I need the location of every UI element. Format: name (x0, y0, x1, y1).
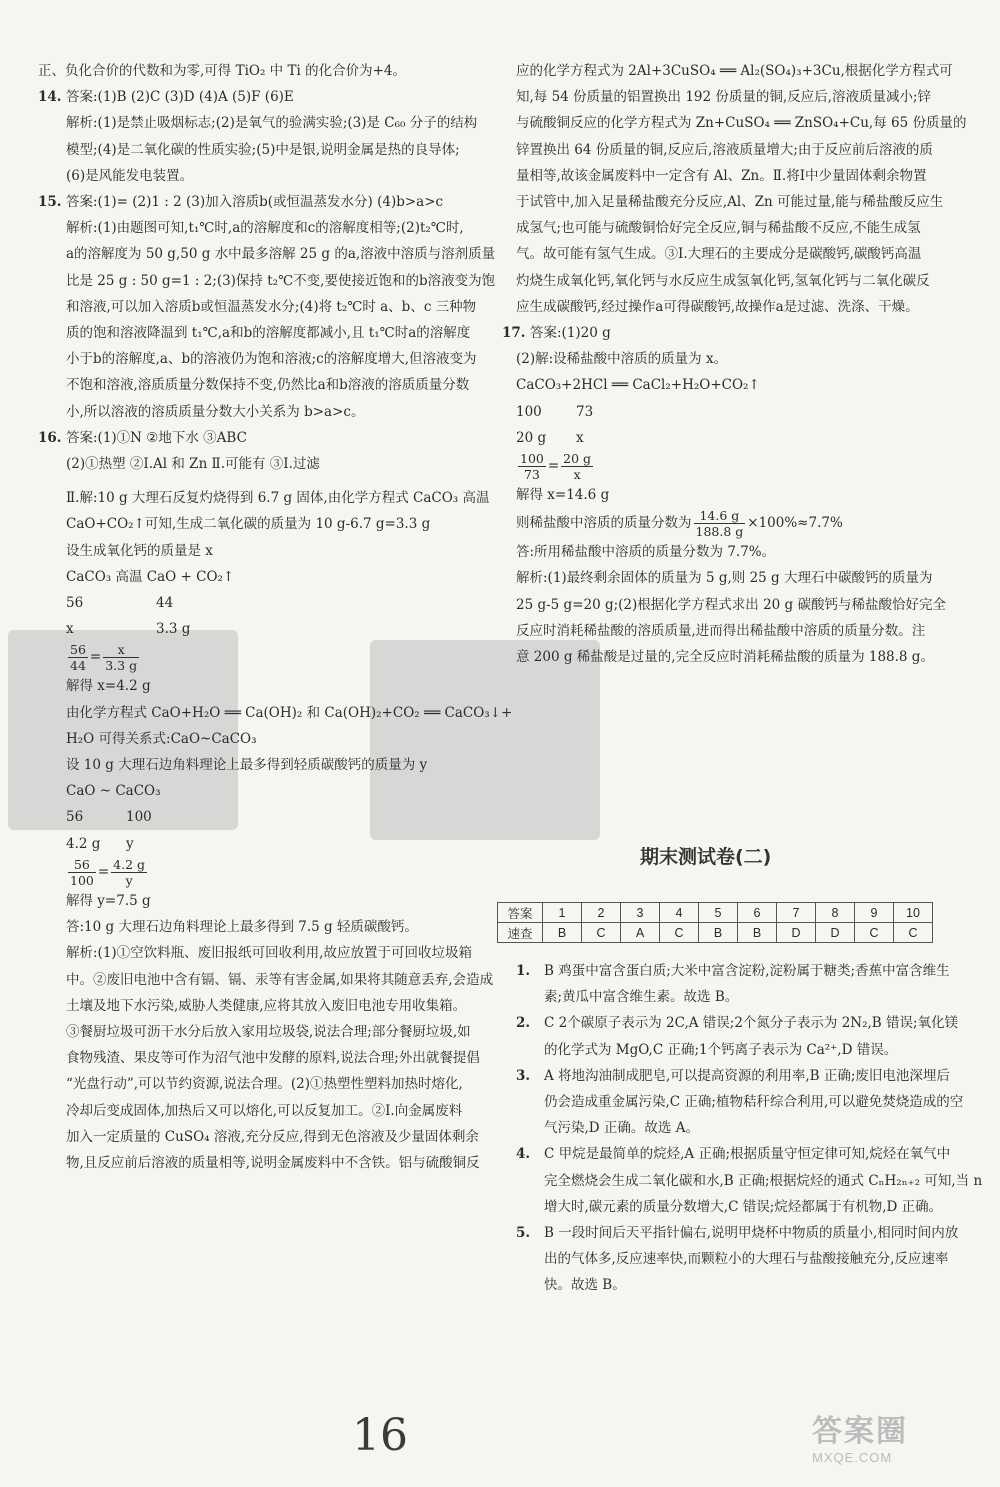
text-line: 解析:(1)是禁止吸烟标志;(2)是氧气的验满实验;(3)是 C₆₀ 分子的结构 (66, 115, 478, 132)
text-line: 25 g-5 g=20 g;(2)根据化学方程式求出 20 g 碳酸钙与稀盐酸恰好完全 (516, 596, 946, 613)
text-line: 小于b的溶解度,a、b的溶液仍为饱和溶液;c的溶解度增大,但溶液变为 (66, 351, 477, 368)
text-line: 答案:(1)20 g (530, 325, 611, 342)
text-line: 食物残渣、果皮等可作为沼气池中发酵的原料,说法合理;外出就餐提倡 (66, 1050, 480, 1067)
text-line: 答:10 g 大理石边角料理论上最多得到 7.5 g 轻质碳酸钙。 (66, 919, 418, 936)
text-line: 反应时消耗稀盐酸的溶质质量,进而得出稀盐酸中溶质的质量分数。注 (516, 622, 926, 639)
watermark-logo: 答案圈 MXQE.COM (812, 1415, 908, 1465)
proportion: $\frac{100}{73}$ = $\frac{20 g}{x}$ (520, 451, 592, 483)
text-line: 解得 x=4.2 g (66, 678, 151, 695)
proportion: $\frac{56}{100}$ = $\frac{4.2 g}{y}$ (70, 856, 146, 888)
text-line: 意 200 g 稀盐酸是过量的,完全反应时消耗稀盐酸的质量为 188.8 g。 (516, 649, 934, 666)
text-line: 答案:(1)= (2)1 : 2 (3)加入溶质b(或恒温蒸发水分) (4)b>a>c (66, 194, 444, 211)
text-line: 解得 x=14.6 g (516, 487, 610, 504)
text-line: (2)解:设稀盐酸中溶质的质量为 x。 (516, 351, 728, 368)
text-line: 答:所用稀盐酸中溶质的质量分数为 7.7%。 (516, 544, 776, 561)
explanations: 1. B 鸡蛋中富含蛋白质;大米中富含淀粉,淀粉属于糖类;香蕉中富含维生 素;黄瓜中富含维生素。故选 B。 2. C 2个碳原子表示为 2C,A 错误;2个氮分子表示为 2N₂,B 错误;氧化镁 的化学式为 MgO,C 正确;1个钙离子表示为 Ca²⁺,D 错误。 3. A 将地沟油制成肥皂,可以提高资源的利用率,B 正确;废旧电池深埋后 仍会造成重金属污染,C 正确;植物秸秆综合利用,可以避免焚烧造成的空 气污染,D 正确。故选 A。 4. C 甲烷是最简单的烷烃,A 正确;根据质量守恒定律可知,烷烃在氧气中 完全燃烧会生成二氧化碳和水,B 正确;根据烷烃的通式 CₙH₂ₙ₊₂ 可知,当 n 增大时,碳元素的质量分数增大,C 错误;烷烃都属于有机物,D 正确。 5. B 一段时间后天平指针偏右,说明甲烧杯中物质的质量小,相同时间内放 出的气体多,反应速率快,而颗粒小的大理石与盐酸接触充分,反应速率 快。故选 B。 (516, 963, 983, 1294)
text-line: 解析:(1)最终剩余固体的质量为 5 g,则 25 g 大理石中碳酸钙的质量为 (516, 570, 933, 587)
text-line: 中。②废旧电池中含有镉、镉、汞等有害金属,如果将其随意丢弃,会造成 (66, 971, 494, 988)
right-column: 应的化学方程式为 2Al+3CuSO₄ ══ Al₂(SO₄)₃+3Cu,根据化学方程式可 知,每 54 份质量的铝置换出 192 份质量的铜,反应后,溶液质量减小;锌 与硫酸铜反应的化学方程式为 Zn+CuSO₄ ══ ZnSO₄+Cu,每 65 份质量的 锌置换出 64 份质量的铜,反应后,溶液质量增大;由于反应前后溶液的质 量相等,故该金属废料中一定含有 Al、Zn。Ⅱ.将Ⅰ中少量固体剩余物置 于试管中,加入足量稀盐酸充分反应,Al、Zn 可能过量,能与稀盐酸反应生 成氢气;也可能与硫酸铜恰好完全反应,铜与稀盐酸不反应,不能生成氢 气。故可能有氢气生成。③Ⅰ.大理石的主要成分是碳酸钙,碳酸钙高温 灼烧生成氧化钙,氧化钙与水反应生成氢氧化钙,氢氧化钙与二氧化碳反 应生成碳酸钙,经过操作a可得碳酸钙,故操作a是过滤、洗涤、干燥。 17. 答案:(1)20 g (2)解:设稀盐酸中溶质的质量为 x。 CaCO₃+2HCl ══ CaCl₂+H₂O+CO₂↑ 100 73 20 g x $\frac{100}{73}$ = $\frac{20 g}{x}$ 解得 x=14.6 g 则稀盐酸中溶质的质量分数为 $\frac{14.6 g}{188.8 g}$ ×100%≈7.7% 答:所用稀盐酸中溶质的质量分数为 7.7%。 解析:(1)最终剩余固体的质量为 5 g,则 25 g 大理石中碳酸钙的质量为 25 g-5 g=20 g;(2)根据化学方程式求出 20 g 碳酸钙与稀盐酸恰好完全 反应时消耗稀盐酸的溶质质量,进而得出稀盐酸中溶质的质量分数。注 意 200 g 稀盐酸是过量的,完全反应时消耗稀盐酸的质量为 188.8 g。 (516, 58, 956, 670)
text-line: 模型;(4)是二氧化碳的性质实验;(5)中是银,说明金属是热的良导体; (66, 141, 460, 158)
text-line: 成氢气;也可能与硫酸铜恰好完全反应,铜与稀盐酸不反应,不能生成氢 (516, 220, 921, 237)
text-line: 质的饱和溶液降温到 t₁℃,a和b的溶解度都减小,且 t₁℃时a的溶解度 (66, 325, 471, 342)
text-line: 比是 25 g : 50 g=1 : 2;(3)保持 t₂℃不变,要使接近饱和的b溶液变为饱 (66, 272, 496, 289)
question-number: 17. (502, 325, 526, 342)
text-line: 解析:(1)由题图可知,t₁℃时,a的溶解度和c的溶解度相等;(2)t₂℃时, (66, 220, 464, 237)
equation: CaCO₃+2HCl ══ CaCl₂+H₂O+CO₂↑ (516, 377, 760, 394)
text-line: 解析:(1)①空饮料瓶、废旧报纸可回收利用,故应放置于可回收垃圾箱 (66, 945, 472, 962)
text-line: 灼烧生成氧化钙,氧化钙与水反应生成氢氧化钙,氢氧化钙与二氧化碳反 (516, 272, 930, 289)
text-line: 正、负化合价的代数和为零,可得 TiO₂ 中 Ti 的化合价为+4。 (38, 63, 406, 79)
text-line: 锌置换出 64 份质量的铜,反应后,溶液质量增大;由于反应前后溶液的质 (516, 141, 933, 158)
text-line: (2)①热塑 ②Ⅰ.Al 和 Zn Ⅱ.可能有 ③Ⅰ.过滤 (66, 456, 320, 473)
text-line: Ⅱ.解:10 g 大理石反复灼烧得到 6.7 g 固体,由化学方程式 CaCO₃ 高温 (66, 490, 490, 507)
text-line: 冷却后变成固体,加热后又可以熔化,可以反复加工。②Ⅰ.向金属废料 (66, 1102, 463, 1119)
text-line: “光盘行动”,可以节约资源,说法合理。(2)①热塑性塑料加热时熔化, (66, 1076, 463, 1093)
text-line: 知,每 54 份质量的铝置换出 192 份质量的铜,反应后,溶液质量减小;锌 (516, 89, 932, 106)
text-line: CaO ~ CaCO₃ (66, 783, 161, 800)
text-line: 由化学方程式 CaO+H₂O ══ Ca(OH)₂ 和 Ca(OH)₂+CO₂ ══ CaCO₃↓+ (66, 704, 513, 721)
text-line: 应生成碳酸钙,经过操作a可得碳酸钙,故操作a是过滤、洗涤、干燥。 (516, 298, 919, 315)
text-line: 物,且反应前后溶液的质量相等,说明金属废料中不含铁。铝与硫酸铜反 (66, 1154, 480, 1171)
text-line: (6)是风能发电装置。 (66, 167, 194, 184)
answer-table: 答案 1 2 3 4 5 6 7 8 9 10 速查 B C A C B B D D C C (497, 902, 933, 943)
text-line: 答案:(1)B (2)C (3)D (4)A (5)F (6)E (66, 89, 294, 106)
page-number: 16 (352, 1410, 408, 1461)
text-line: 答案:(1)①N ②地下水 ③ABC (66, 429, 247, 446)
text-line: 应的化学方程式为 2Al+3CuSO₄ ══ Al₂(SO₄)₃+3Cu,根据化学方程式可 (516, 63, 953, 79)
section-title: 期末测试卷(二) (640, 846, 772, 868)
text-line: 土壤及地下水污染,威胁人类健康,应将其放入废旧电池专用收集箱。 (66, 997, 467, 1014)
text-line: 量相等,故该金属废料中一定含有 Al、Zn。Ⅱ.将Ⅰ中少量固体剩余物置 (516, 167, 927, 184)
text-line: 设生成氧化钙的质量是 x (66, 542, 213, 559)
text-line: CaO+CO₂↑可知,生成二氧化碳的质量为 10 g-6.7 g=3.3 g (66, 516, 431, 533)
text-line: 和溶液,可以加入溶质b或恒温蒸发水分;(4)将 t₂℃时 a、b、c 三种物 (66, 298, 477, 315)
text-line: 不饱和溶液,溶质质量分数保持不变,仍然比a和b溶液的溶质质量分数 (66, 377, 470, 394)
text-line: 设 10 g 大理石边角料理论上最多得到轻质碳酸钙的质量为 y (66, 757, 428, 774)
text-line: 加入一定质量的 CuSO₄ 溶液,充分反应,得到无色溶液及少量固体剩余 (66, 1128, 479, 1145)
text-line: H₂O 可得关系式:CaO~CaCO₃ (66, 730, 257, 747)
proportion: $\frac{56}{44}$ = $\frac{x}{3.3 g}$ (70, 642, 138, 674)
text-line: 小,所以溶液的溶质质量分数大小关系为 b>a>c。 (66, 403, 365, 420)
text-line: ③餐厨垃圾可沥干水分后放入家用垃圾袋,说法合理;部分餐厨垃圾,如 (66, 1023, 471, 1040)
question-number: 15. (38, 194, 62, 211)
text-line: 于试管中,加入足量稀盐酸充分反应,Al、Zn 可能过量,能与稀盐酸反应生 (516, 194, 944, 211)
text-line: 则稀盐酸中溶质的质量分数为 $\frac{14.6 g}{188.8 g}$ ×100%≈7.7% (516, 508, 843, 540)
question-number: 16. (38, 429, 62, 446)
text-line: 解得 y=7.5 g (66, 892, 151, 909)
text-line: a的溶解度为 50 g,50 g 水中最多溶解 25 g 的a,溶液中溶质与溶剂质量 (66, 246, 496, 263)
question-number: 14. (38, 89, 62, 106)
text-line: 与硫酸铜反应的化学方程式为 Zn+CuSO₄ ══ ZnSO₄+Cu,每 65 份质量的 (516, 115, 967, 132)
left-column: 正、负化合价的代数和为零,可得 TiO₂ 中 Ti 的化合价为+4。 14. 答案:(1)B (2)C (3)D (4)A (5)F (6)E 解析:(1)是禁止吸烟标志;(2)是氧气的验满实验;(3)是 C₆₀ 分子的结构 模型;(4)是二氧化碳的性质实验;(5)中是银,说明金属是热的良导体; (6)是风能发电装置。 15. 答案:(1)= (2)1 : 2 (3)加入溶质b(或恒温蒸发水分) (4)b>a>c 解析:(1)由题图可知,t₁℃时,a的溶解度和c的溶解度相等;(2)t₂℃时, a的溶解度为 50 g,50 g 水中最多溶解 25 g 的a,溶液中溶质与溶剂质量 比是 25 g : 50 g=1 : 2;(3)保持 t₂℃不变,要使接近饱和的b溶液变为饱 和溶液,可以加入溶质b或恒温蒸发水分;(4)将 t₂℃时 a、b、c 三种物 质的饱和溶液降温到 t₁℃,a和b的溶解度都减小,且 t₁℃时a的溶解度 小于b的溶解度,a、b的溶液仍为饱和溶液;c的溶解度增大,但溶液变为 不饱和溶液,溶质质量分数保持不变,仍然比a和b溶液的溶质质量分数 小,所以溶液的溶质质量分数大小关系为 b>a>c。 16. 答案:(1)①N ②地下水 ③ABC (2)①热塑 ②Ⅰ.Al 和 Zn Ⅱ.可能有 ③Ⅰ.过滤 Ⅱ.解:10 g 大理石反复灼烧得到 6.7 g 固体,由化学方程式 CaCO₃ 高温 CaO+CO₂↑可知,生成二氧化碳的质量为 10 g-6.7 g=3.3 g 设生成氧化钙的质量是 x CaCO₃ 高温 CaO + CO₂↑ 56 44 x 3.3 g $\frac{56}{44}$ = $\frac{x}{3.3 g}$ 解得 x=4.2 g 由化学方程式 CaO+H₂O ══ Ca(OH)₂ 和 Ca(OH)₂+CO₂ ══ CaCO₃↓+ H₂O 可得关系式:CaO~CaCO₃ 设 10 g 大理石边角料理论上最多得到轻质碳酸钙的质量为 y CaO ~ CaCO₃ 56 100 4.2 g y $\frac{56}{100}$ = $\frac{4.2 g}{y}$ 解得 y=7.5 g 答:10 g 大理石边角料理论上最多得到 7.5 g 轻质碳酸钙。 解析:(1)①空饮料瓶、废旧报纸可回收利用,故应放置于可回收垃圾箱 中。②废旧电池中含有镉、镉、汞等有害金属,如果将其随意丢弃,会造成 土壤及地下水污染,威胁人类健康,应将其放入废旧电池专用收集箱。 ③餐厨垃圾可沥干水分后放入家用垃圾袋,说法合理;部分餐厨垃圾,如 食物残渣、果皮等可作为沼气池中发酵的原料,说法合理;外出就餐提倡 “光盘行动”,可以节约资源,说法合理。(2)①热塑性塑料加热时熔化, 冷却后变成固体,加热后又可以熔化,可以反复加工。②Ⅰ.向金属废料 加入一定质量的 CuSO₄ 溶液,充分反应,得到无色溶液及少量固体剩余 物,且反应前后溶液的质量相等,说明金属废料中不含铁。铝与硫酸铜反 (38, 58, 478, 1176)
text-line: 气。故可能有氢气生成。③Ⅰ.大理石的主要成分是碳酸钙,碳酸钙高温 (516, 246, 922, 263)
equation: CaCO₃ 高温 CaO + CO₂↑ (66, 568, 235, 585)
